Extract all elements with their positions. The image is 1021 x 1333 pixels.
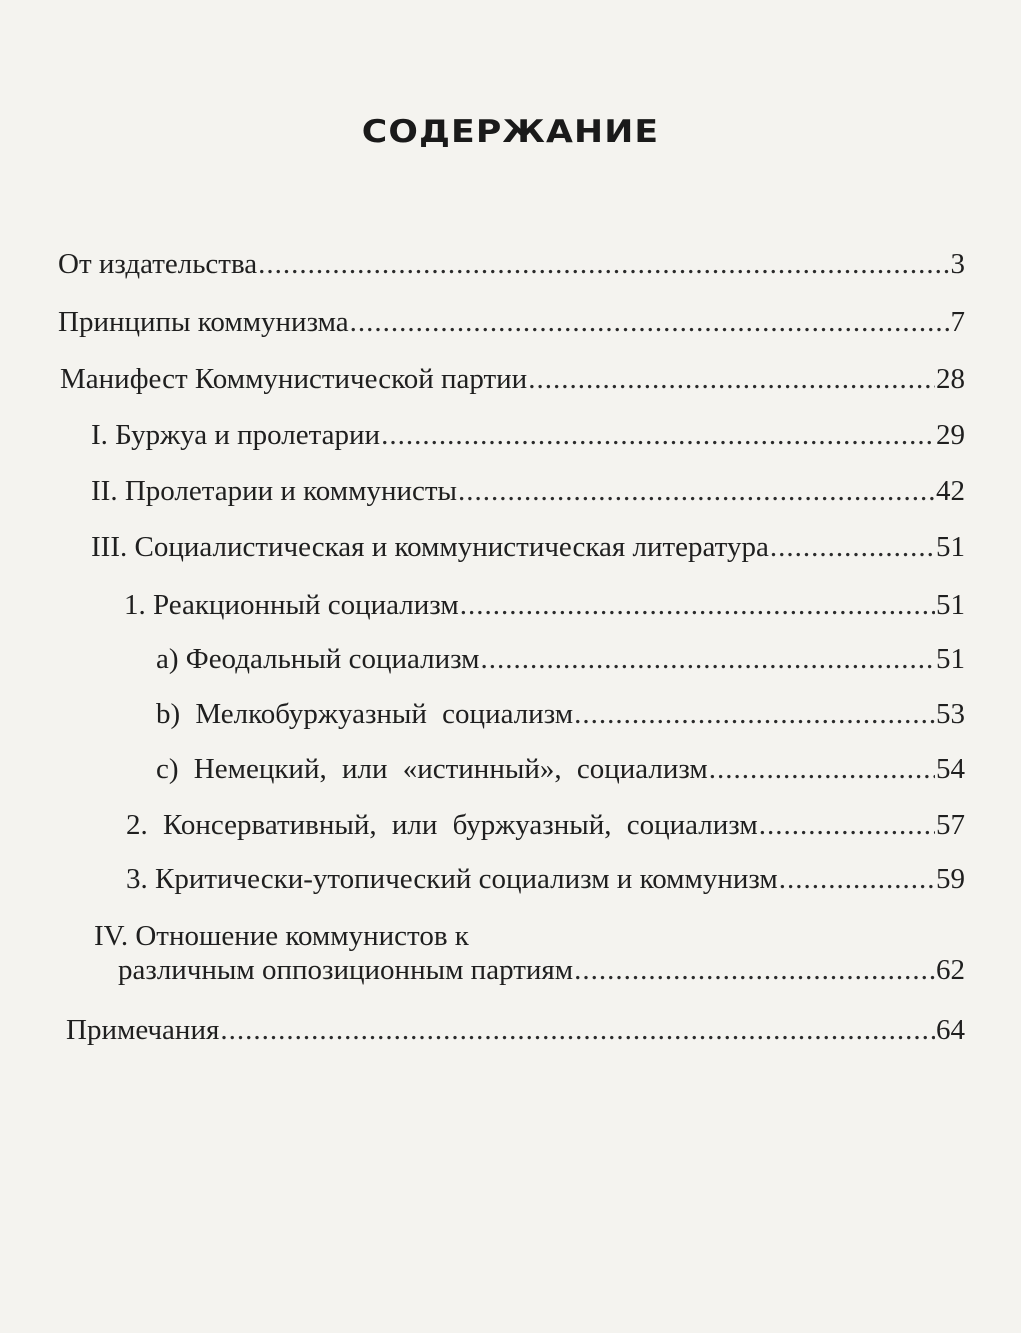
toc-entry-label: Манифест Коммунистической партии [60,363,528,395]
dot-leader [220,1013,935,1047]
toc-entry-page: 62 [936,954,965,986]
toc-entry-page: 28 [936,363,965,395]
dot-leader [574,953,935,987]
toc-entry-label: Принципы коммунизма [58,306,349,338]
toc-entry-chapter-4[interactable] [94,919,965,987]
toc-entry-page: 53 [936,698,965,730]
toc-entry-manifesto[interactable] [60,362,965,396]
toc-entry-label: Примечания [66,1014,220,1046]
toc-entry-page: 57 [936,809,965,841]
toc-entry-chapter-1[interactable] [91,418,965,452]
dot-leader [460,588,935,622]
dot-leader [528,362,935,396]
toc-entry-reactionary-socialism[interactable] [124,588,965,622]
toc-entry-label: с) Немецкий, или «истинный», социализм [156,753,708,785]
toc-entry-petty-bourgeois-socialism[interactable] [156,697,965,731]
toc-entry-page: 64 [936,1014,965,1046]
dot-leader [574,697,935,731]
dot-leader [759,808,935,842]
toc-entry-label: II. Пролетарии и коммунисты [91,475,458,507]
toc-entry-label: 3. Критически-утопический социализм и коммунизм [126,863,778,895]
dot-leader [458,474,935,508]
toc-entry-principles[interactable] [58,305,965,339]
page-title: СОДЕРЖАНИЕ [361,114,660,150]
toc-entry-critical-utopian-socialism[interactable] [126,862,965,896]
toc-entry-publisher-note[interactable] [58,247,965,281]
toc-entry-label: b) Мелкобуржуазный социализм [156,698,574,730]
toc-entry-page: 29 [936,419,965,451]
toc-entry-page: 54 [936,753,965,785]
toc-entry-chapter-2[interactable] [91,474,965,508]
toc-entry-page: 51 [936,531,965,563]
dot-leader [770,530,935,564]
toc-entry-page: 42 [936,475,965,507]
toc-entry-label-line-1: IV. Отношение коммунистов к [94,920,469,952]
dot-leader [350,305,950,339]
toc-entry-chapter-3[interactable] [91,530,965,564]
dot-leader [779,862,935,896]
toc-entry-label: a) Феодальный социализм [156,643,480,675]
toc-entry-label-line-2: различным оппозиционным партиям [118,954,574,986]
toc-entry-label: От издательства [58,248,258,280]
toc-entry-notes[interactable] [66,1013,965,1047]
toc-entry-second-line [94,953,965,987]
toc-entry-page: 51 [936,589,965,621]
toc-entry-conservative-socialism[interactable] [126,808,965,842]
dot-leader [481,642,935,676]
toc-entry-label: 1. Реакционный социализм [124,589,459,621]
toc-entry-page: 7 [950,306,965,338]
dot-leader [709,752,935,786]
toc-entry-feudal-socialism[interactable] [156,642,965,676]
dot-leader [258,247,949,281]
toc-entry-page: 51 [936,643,965,675]
toc-entry-label: 2. Консервативный, или буржуазный, социализм [126,809,758,841]
toc-entry-page: 59 [936,863,965,895]
toc-entry-label: III. Социалистическая и коммунистическая литература [91,531,769,563]
dot-leader [381,418,935,452]
toc-entry-page: 3 [950,248,965,280]
toc-entry-german-socialism[interactable] [156,752,965,786]
toc-entry-label: I. Буржуа и пролетарии [91,419,381,451]
